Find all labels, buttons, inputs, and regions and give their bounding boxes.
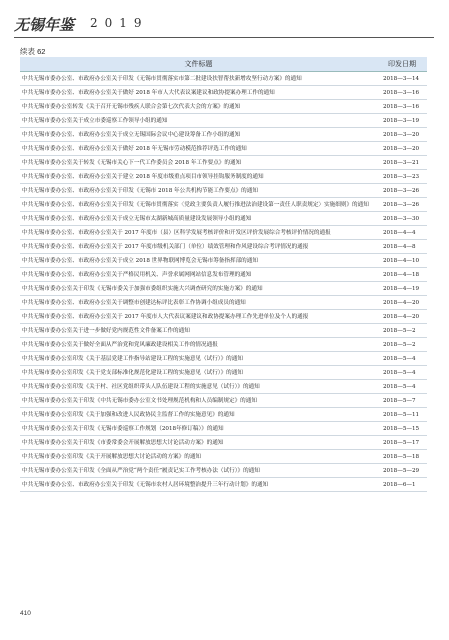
document-title-cell: 中共无锡市委办公室关于做好全面从严治党和党风廉政建设相关工作的情况通报 [20, 338, 377, 352]
table-row [20, 352, 427, 366]
issue-date-cell: 2018—4—10 [377, 254, 427, 268]
issue-date-cell: 2018—5—11 [377, 408, 427, 422]
page-header [14, 14, 434, 40]
table-row [20, 464, 427, 478]
document-title-cell: 中共无锡市委办公室、市政府办公室关于 2017 年度市人大代表议案建议和政协提案办理工作先进单位及个人的通报 [20, 310, 377, 324]
yearbook-year: 2019 [90, 16, 149, 30]
table-row [20, 366, 427, 380]
issue-date-cell: 2018—4—4 [377, 226, 427, 240]
document-title-cell: 中共无锡市委办公室、市政府办公室关于印发《无锡市贯彻落实〈党政主要负责人履行推进法治建设第一责任人职责规定〉实施细则》的通知 [20, 198, 377, 212]
document-title-cell: 中共无锡市委办公室、市政府办公室关于做好 2018 年无锡市劳动模范推荐评选工作的通知 [20, 142, 377, 156]
publication-title: 无锡年鉴 [14, 16, 75, 34]
page-number: 410 [20, 610, 31, 617]
issue-date-cell: 2018—5—15 [377, 422, 427, 436]
issue-date-cell: 2018—4—8 [377, 240, 427, 254]
issue-date-cell: 2018—3—16 [377, 86, 427, 100]
issue-date-cell: 2018—5—17 [377, 436, 427, 450]
issue-date-cell: 2018—4—18 [377, 268, 427, 282]
issue-date-cell: 2018—3—26 [377, 198, 427, 212]
issue-date-cell: 2018—5—4 [377, 380, 427, 394]
issue-date-cell: 2018—3—26 [377, 184, 427, 198]
table-row [20, 212, 427, 226]
table-row [20, 114, 427, 128]
document-list-table [20, 57, 427, 492]
issue-date-cell: 2018—3—30 [377, 212, 427, 226]
document-title-cell: 中共无锡市委办公室关于成立市委巡察工作领导小组的通知 [20, 114, 377, 128]
document-title-cell: 中共无锡市委办公室、市政府办公室关于建立 2018 年度市级重点项目市领导挂钩服务制度的通知 [20, 170, 377, 184]
issue-date-cell: 2018—3—14 [377, 72, 427, 86]
issue-date-cell: 2018—3—20 [377, 128, 427, 142]
table-row [20, 478, 427, 492]
document-title-cell: 中共无锡市委办公室关于印发《无锡市委巡察工作规划（2018年修订稿）》的通知 [20, 422, 377, 436]
table-row [20, 338, 427, 352]
issue-date-cell: 2018—4—20 [377, 296, 427, 310]
issue-date-cell: 2018—5—4 [377, 352, 427, 366]
document-title-cell: 中共无锡市委办公室关于印发《全面从严治党“两个责任”履责记实工作考核办法（试行）》的通知 [20, 464, 377, 478]
document-title-cell: 中共无锡市委办公室印发《关于党支部标准化规范化建设工程的实施意见（试行）》的通知 [20, 366, 377, 380]
issue-date-cell: 2018—5—2 [377, 324, 427, 338]
document-title-cell: 中共无锡市委办公室、市政府办公室关于调整市创建达标评比表彰工作协调小组成员的通知 [20, 296, 377, 310]
table-row [20, 156, 427, 170]
document-title-cell: 中共无锡市委办公室、市政府办公室关于成立无锡国际会议中心建设筹备工作小组的通知 [20, 128, 377, 142]
table-row [20, 296, 427, 310]
table-body [20, 72, 427, 492]
table-row [20, 170, 427, 184]
column-header-title: 文件标题 [20, 57, 377, 72]
table-row [20, 282, 427, 296]
document-title-cell: 中共无锡市委办公室关于转发《无锡市关心下一代工作委员会 2018 年工作要点》的通知 [20, 156, 377, 170]
table-row [20, 184, 427, 198]
document-title-cell: 中共无锡市委办公室、市政府办公室关于做好 2018 年市人大代表议案建议和政协提案办理工作的通知 [20, 86, 377, 100]
issue-date-cell: 2018—6—1 [377, 478, 427, 492]
table-label: 续表 62 [20, 47, 46, 56]
issue-date-cell: 2018—3—16 [377, 100, 427, 114]
document-title-cell: 中共无锡市委办公室转发《关于召开无锡市残疾人联合会第七次代表大会的方案》的通知 [20, 100, 377, 114]
issue-date-cell: 2018—3—19 [377, 114, 427, 128]
document-title-cell: 中共无锡市委办公室、市政府办公室关于印发《无锡市 2018 年公共机构节能工作要点》的通知 [20, 184, 377, 198]
table-row [20, 310, 427, 324]
table-row [20, 142, 427, 156]
document-title-cell: 中共无锡市委办公室关于印发《无锡市委关于加强市委组织实施大兴调查研究的实施方案》的通知 [20, 282, 377, 296]
table-row [20, 198, 427, 212]
document-title-cell: 中共无锡市委办公室、市政府办公室关于 2017 年度市级机关部门（单位）绩效管理和作风建设综合考评情况的通报 [20, 240, 377, 254]
document-title-cell: 中共无锡市委办公室关于印发《中共无锡市委办公室文书处理规范机构和人员编制规定》的通知 [20, 394, 377, 408]
document-title-cell: 中共无锡市委办公室关于进一步做好党内规范性文件备案工作的通知 [20, 324, 377, 338]
table-row [20, 226, 427, 240]
table-row [20, 324, 427, 338]
issue-date-cell: 2018—5—29 [377, 464, 427, 478]
document-title-cell: 中共无锡市委办公室、市政府办公室关于印发《无锡市贯彻落实市第二批建设扶智帮扶新增攻坚行动方案》的通知 [20, 72, 377, 86]
document-title-cell: 中共无锡市委办公室关于印发《市委常委会开展解放思想大讨论活动方案》的通知 [20, 436, 377, 450]
document-title-cell: 中共无锡市委办公室印发《关于加强和改进人民政协民主监督工作的实施意见》的通知 [20, 408, 377, 422]
document-title-cell: 中共无锡市委办公室印发《关于基层党建工作指导站建设工程的实施意见（试行）》的通知 [20, 352, 377, 366]
document-title-cell: 中共无锡市委办公室印发《关于开展解放思想大讨论活动的方案》的通知 [20, 450, 377, 464]
header-rule [14, 37, 434, 38]
document-title-cell: 中共无锡市委办公室、市政府办公室关于成立无锡市太湖新城高质量建设发展领导小组的通知 [20, 212, 377, 226]
table-row [20, 72, 427, 86]
document-title-cell: 中共无锡市委办公室、市政府办公室关于严格民用机关、声誉求属网网站信息发布管理的通知 [20, 268, 377, 282]
issue-date-cell: 2018—5—4 [377, 366, 427, 380]
document-title-cell: 中共无锡市委办公室、市政府办公室关于印发《无锡市农村人居环境整治提升三年行动计划》的通知 [20, 478, 377, 492]
document-title-cell: 中共无锡市委办公室、市政府办公室关于 2017 年度市（县）区科学发展考核评价和开发区评价发展综合考核评价情况的通报 [20, 226, 377, 240]
table-row [20, 380, 427, 394]
issue-date-cell: 2018—4—20 [377, 310, 427, 324]
table-row [20, 394, 427, 408]
table-row [20, 268, 427, 282]
issue-date-cell: 2018—3—23 [377, 170, 427, 184]
column-header-date: 印发日期 [377, 57, 427, 72]
document-title-cell: 中共无锡市委办公室、市政府办公室关于成立 2018 世界物联网博览会无锡市筹备指挥部的通知 [20, 254, 377, 268]
table-row [20, 450, 427, 464]
table-row [20, 408, 427, 422]
document-title-cell: 中共无锡市委办公室印发《关于村、社区党组织带头人队伍建设工程的实施意见（试行）》的通知 [20, 380, 377, 394]
table-row [20, 436, 427, 450]
table-row [20, 254, 427, 268]
issue-date-cell: 2018—5—18 [377, 450, 427, 464]
table-row [20, 86, 427, 100]
table-row [20, 240, 427, 254]
table-row [20, 422, 427, 436]
table-header-row [20, 57, 427, 72]
issue-date-cell: 2018—4—19 [377, 282, 427, 296]
issue-date-cell: 2018—3—20 [377, 142, 427, 156]
issue-date-cell: 2018—5—7 [377, 394, 427, 408]
issue-date-cell: 2018—3—21 [377, 156, 427, 170]
issue-date-cell: 2018—5—2 [377, 338, 427, 352]
table-row [20, 128, 427, 142]
table-row [20, 100, 427, 114]
